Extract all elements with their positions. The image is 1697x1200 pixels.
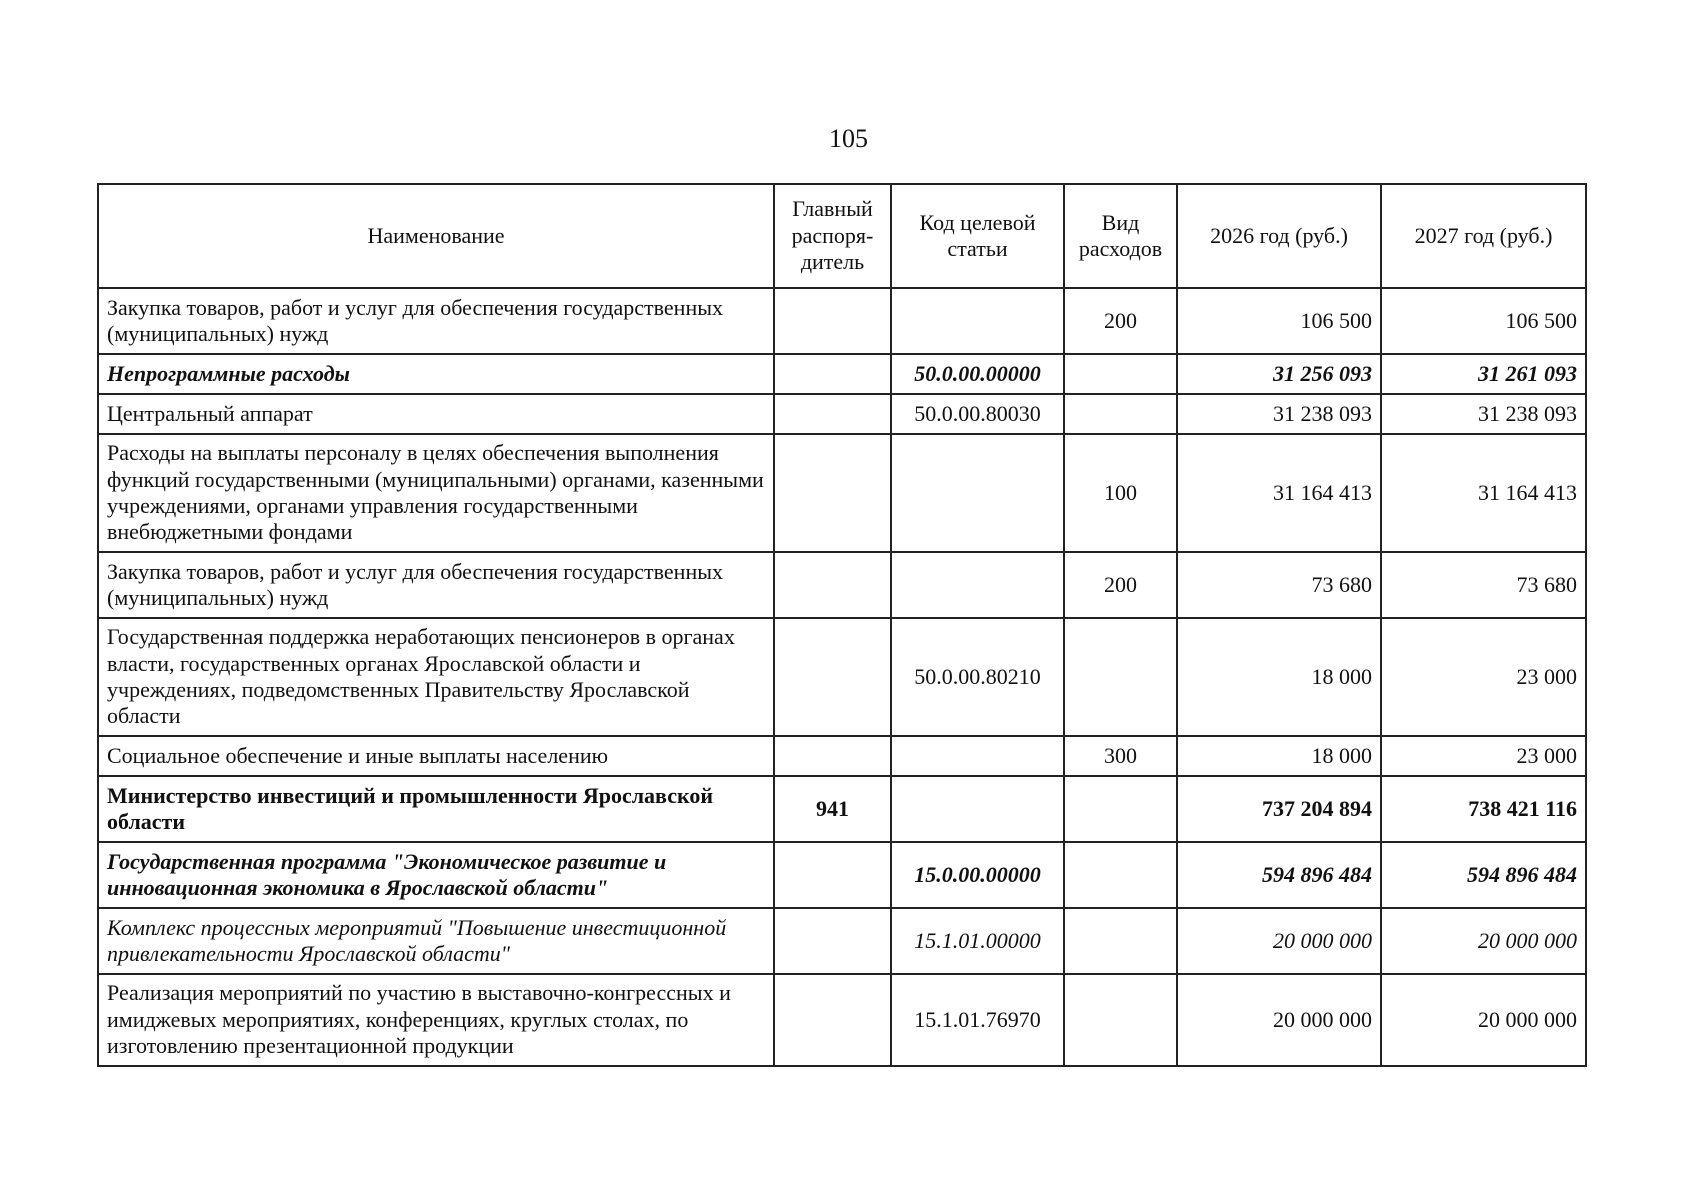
cell-type — [1064, 776, 1177, 842]
cell-name: Закупка товаров, работ и услуг для обеспечения государственных (муниципальных) нужд — [98, 552, 774, 618]
table-header-row — [98, 184, 1586, 288]
cell-2027: 106 500 — [1381, 288, 1586, 354]
header-manager: Главный распоря-дитель — [774, 184, 891, 288]
cell-name: Закупка товаров, работ и услуг для обеспечения государственных (муниципальных) нужд — [98, 288, 774, 354]
cell-type — [1064, 974, 1177, 1066]
table-row — [98, 776, 1586, 842]
cell-manager — [774, 288, 891, 354]
cell-type — [1064, 908, 1177, 974]
cell-type: 300 — [1064, 736, 1177, 776]
budget-table — [97, 183, 1587, 1067]
cell-2026: 20 000 000 — [1177, 974, 1381, 1066]
cell-code — [891, 552, 1064, 618]
cell-code — [891, 434, 1064, 552]
table-row — [98, 736, 1586, 776]
cell-manager — [774, 354, 891, 394]
cell-name: Непрограммные расходы — [98, 354, 774, 394]
header-name: Наименование — [98, 184, 774, 288]
cell-2026: 73 680 — [1177, 552, 1381, 618]
table-row — [98, 618, 1586, 736]
table-row — [98, 354, 1586, 394]
cell-2027: 23 000 — [1381, 736, 1586, 776]
cell-2027: 738 421 116 — [1381, 776, 1586, 842]
cell-code — [891, 776, 1064, 842]
cell-manager: 941 — [774, 776, 891, 842]
cell-2026: 20 000 000 — [1177, 908, 1381, 974]
header-2027: 2027 год (руб.) — [1381, 184, 1586, 288]
cell-code: 15.1.01.76970 — [891, 974, 1064, 1066]
cell-code: 50.0.00.80210 — [891, 618, 1064, 736]
cell-name: Социальное обеспечение и иные выплаты населению — [98, 736, 774, 776]
cell-manager — [774, 394, 891, 434]
header-code: Код целевой статьи — [891, 184, 1064, 288]
cell-2026: 594 896 484 — [1177, 842, 1381, 908]
cell-manager — [774, 842, 891, 908]
cell-code: 50.0.00.80030 — [891, 394, 1064, 434]
cell-2027: 594 896 484 — [1381, 842, 1586, 908]
cell-2026: 31 256 093 — [1177, 354, 1381, 394]
cell-manager — [774, 434, 891, 552]
table-row — [98, 842, 1586, 908]
cell-2026: 18 000 — [1177, 618, 1381, 736]
page-number: 105 — [829, 124, 868, 153]
cell-code: 15.0.00.00000 — [891, 842, 1064, 908]
cell-manager — [774, 618, 891, 736]
cell-2027: 73 680 — [1381, 552, 1586, 618]
cell-2026: 31 164 413 — [1177, 434, 1381, 552]
table-row — [98, 552, 1586, 618]
cell-2026: 31 238 093 — [1177, 394, 1381, 434]
cell-type — [1064, 618, 1177, 736]
cell-name: Расходы на выплаты персоналу в целях обеспечения выполнения функций государственными (муниципальными) органами, казенными учреждениями, органами управления государственными внебюджетными фондами — [98, 434, 774, 552]
cell-type: 200 — [1064, 288, 1177, 354]
header-type: Вид расходов — [1064, 184, 1177, 288]
cell-code: 50.0.00.00000 — [891, 354, 1064, 394]
cell-2027: 31 238 093 — [1381, 394, 1586, 434]
table-row — [98, 908, 1586, 974]
table-body — [98, 288, 1586, 1066]
cell-2026: 18 000 — [1177, 736, 1381, 776]
cell-type — [1064, 394, 1177, 434]
cell-name: Реализация мероприятий по участию в выставочно-конгрессных и имиджевых мероприятиях, конференциях, круглых столах, по изготовлению презентационной продукции — [98, 974, 774, 1066]
cell-manager — [774, 736, 891, 776]
table-row — [98, 434, 1586, 552]
cell-code — [891, 736, 1064, 776]
cell-2027: 31 164 413 — [1381, 434, 1586, 552]
cell-type — [1064, 842, 1177, 908]
table-row — [98, 288, 1586, 354]
cell-2026: 737 204 894 — [1177, 776, 1381, 842]
cell-manager — [774, 552, 891, 618]
cell-name: Министерство инвестиций и промышленности Ярославской области — [98, 776, 774, 842]
cell-name: Комплекс процессных мероприятий "Повышение инвестиционной привлекательности Ярославской области" — [98, 908, 774, 974]
cell-2027: 20 000 000 — [1381, 908, 1586, 974]
cell-2027: 20 000 000 — [1381, 974, 1586, 1066]
cell-2027: 31 261 093 — [1381, 354, 1586, 394]
header-2026: 2026 год (руб.) — [1177, 184, 1381, 288]
cell-name: Государственная поддержка неработающих пенсионеров в органах власти, государственных органах Ярославской области и учреждениях, подведомственных Правительству Ярославской области — [98, 618, 774, 736]
cell-2026: 106 500 — [1177, 288, 1381, 354]
cell-2027: 23 000 — [1381, 618, 1586, 736]
cell-name: Государственная программа "Экономическое развитие и инновационная экономика в Ярославской области" — [98, 842, 774, 908]
cell-type: 100 — [1064, 434, 1177, 552]
cell-code: 15.1.01.00000 — [891, 908, 1064, 974]
cell-name: Центральный аппарат — [98, 394, 774, 434]
cell-manager — [774, 974, 891, 1066]
cell-type: 200 — [1064, 552, 1177, 618]
table-row — [98, 394, 1586, 434]
cell-manager — [774, 908, 891, 974]
cell-code — [891, 288, 1064, 354]
table-row — [98, 974, 1586, 1066]
cell-type — [1064, 354, 1177, 394]
